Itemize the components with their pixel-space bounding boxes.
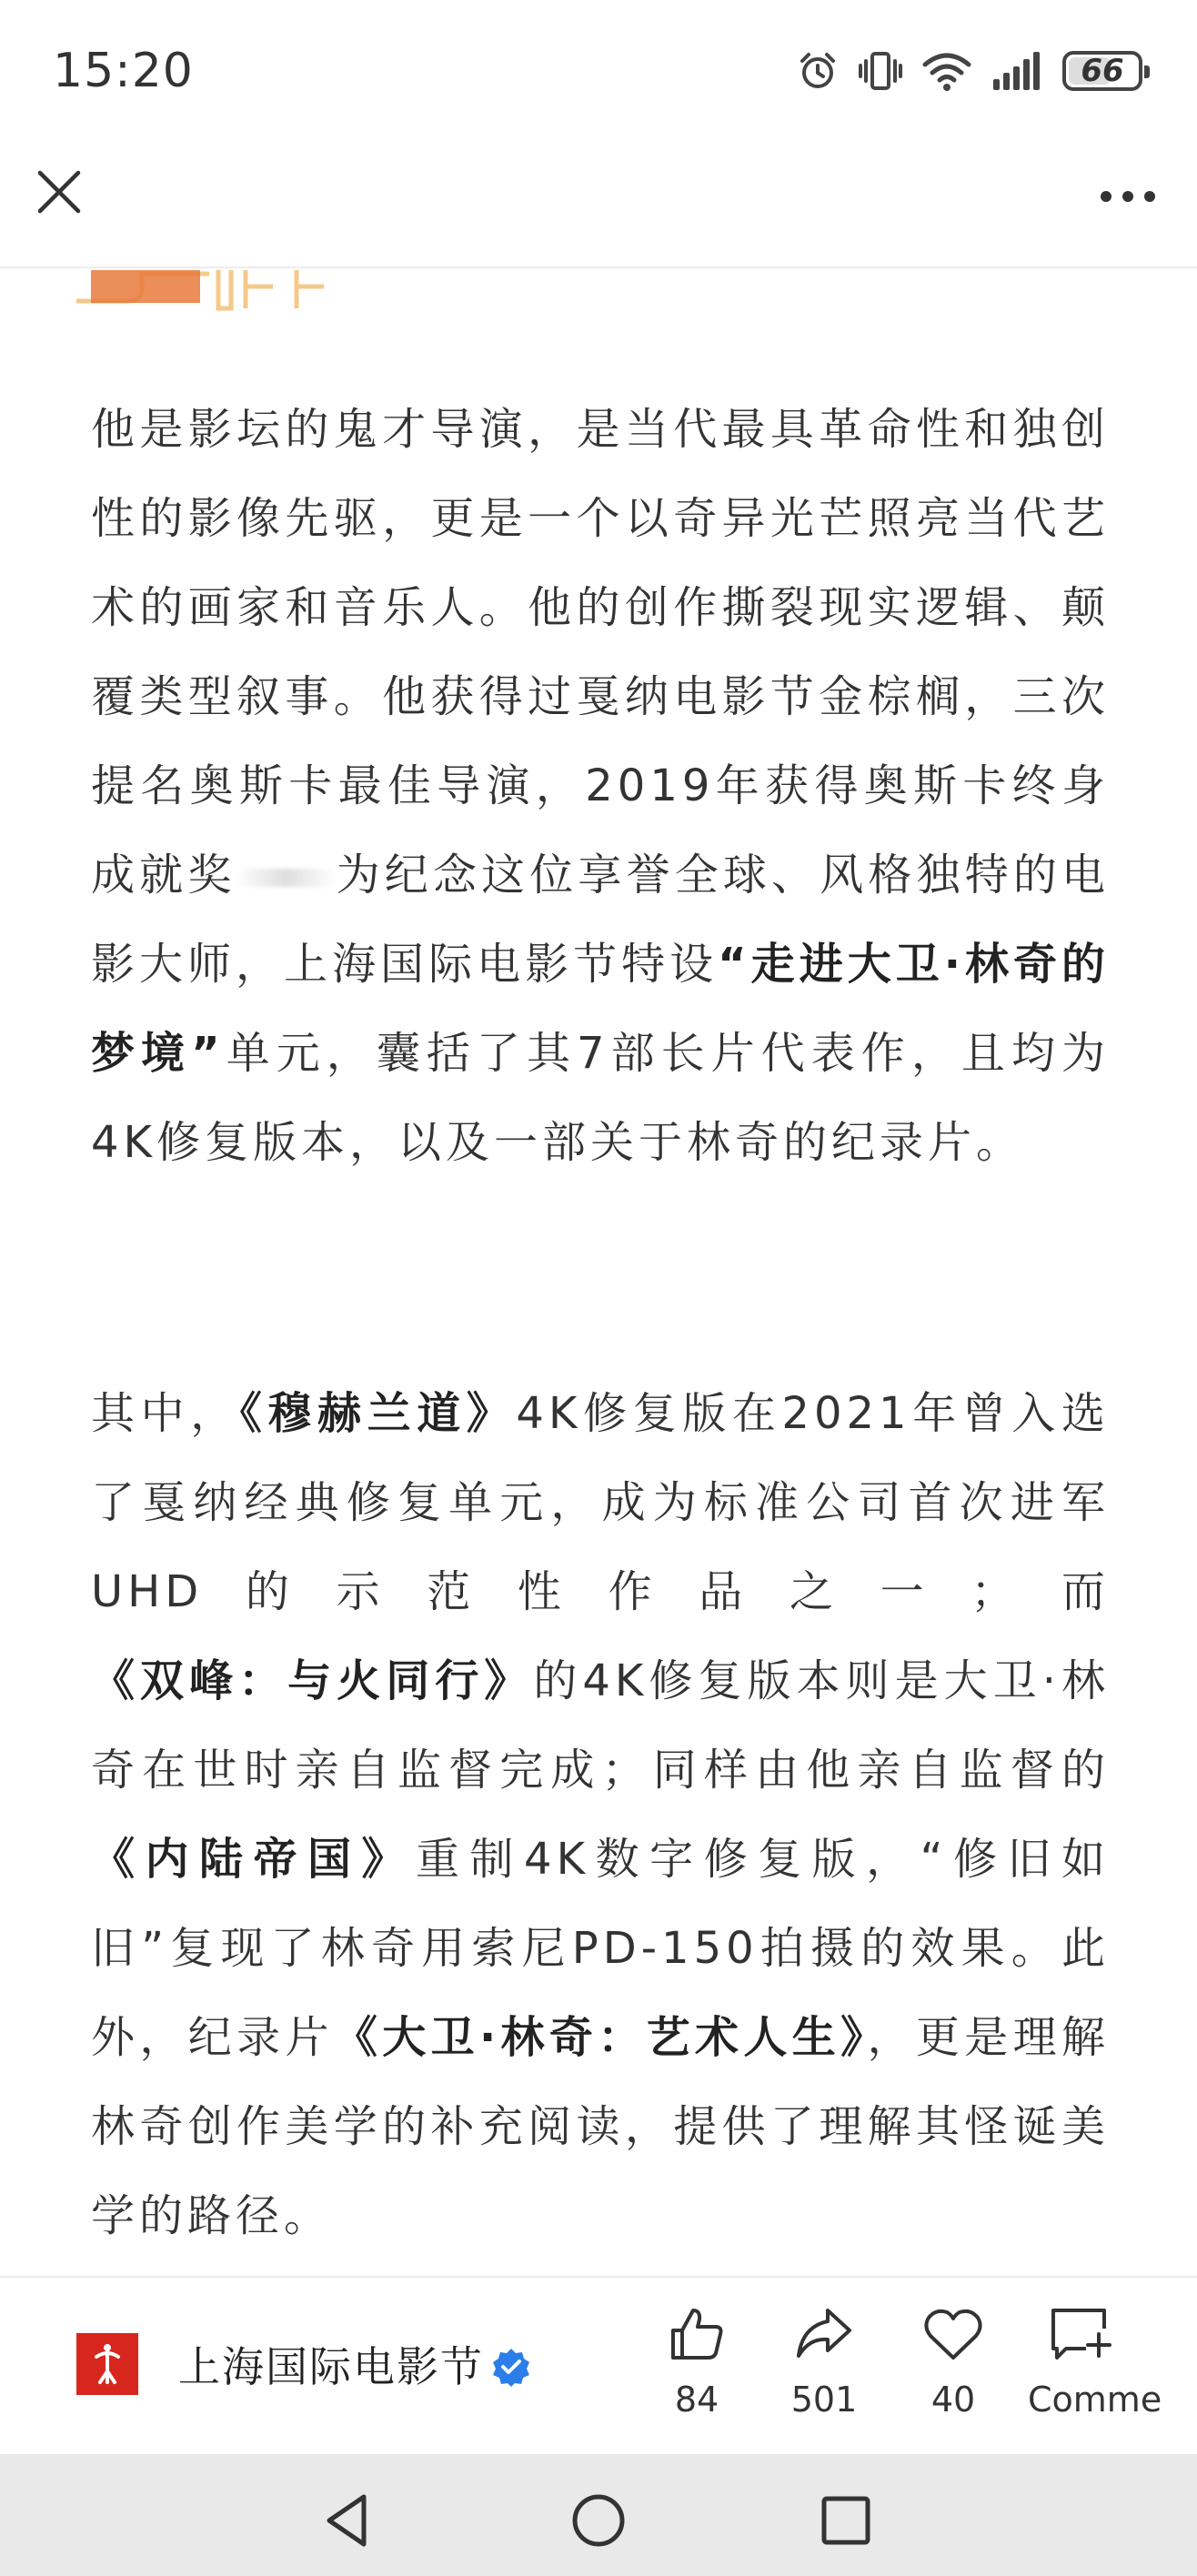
more-icon <box>1099 189 1157 204</box>
verified-icon <box>491 2347 531 2387</box>
close-button[interactable] <box>31 164 87 220</box>
para1-text-2: 为纪念这位享誉全球、风格独特的电影大师，上海国际电影节特设 <box>91 850 1110 990</box>
vibrate-icon <box>859 50 902 92</box>
para1-text-3: 单元，囊括了其7部长片代表作，且均为4K修复版本，以及一部关于林奇的纪录片。 <box>91 1028 1110 1168</box>
para2-bold-2: 《双峰：与火同行》 <box>91 1655 534 1706</box>
alarm-icon <box>797 50 839 92</box>
para1-text-1: 他是影坛的鬼才导演，是当代最具革命性和独创性的影像先驱，更是一个以奇异光芒照亮当代艺术的画家和音乐人。他的创作撕裂现实逻辑、颠覆类型叙事。他获得过戛纳电影节金棕榈，三次提名奥斯卡最佳导演，2019年获得奥斯卡终身成就奖 <box>91 404 1110 901</box>
account-name[interactable]: 上海国际电影节 <box>178 2342 484 2391</box>
share-button[interactable] <box>760 2299 888 2436</box>
heart-icon <box>923 2307 983 2361</box>
article-paragraph-1 <box>91 385 1110 1187</box>
article-content <box>0 270 1197 2276</box>
para2-text-4: 重制4K数字修复版，“修旧如旧”复现了林奇用索尼PD-150拍摄的效果。此外，纪录片 <box>91 1834 1110 2063</box>
para1-bold-1: “走进大卫·林奇的梦境” <box>91 939 1110 1079</box>
para2-bold-3: 《内陆帝国》 <box>91 1834 417 1885</box>
nav-bar <box>0 136 1197 268</box>
signal-icon <box>991 50 1042 92</box>
status-icons <box>797 47 1142 95</box>
like-count: 84 <box>674 2380 719 2420</box>
para2-bold-1: 《穆赫兰道》 <box>239 1388 517 1439</box>
status-bar <box>0 0 1197 136</box>
close-icon <box>36 169 82 215</box>
battery-text: 66 <box>1081 53 1124 89</box>
wifi-icon <box>922 50 971 92</box>
para2-text-5: ，更是理解林奇创作美学的补充阅读，提供了理解其怪诞美学的路径。 <box>91 2012 1110 2241</box>
para2-text-1: 其中， <box>91 1388 240 1439</box>
like-button[interactable] <box>633 2299 760 2436</box>
home-icon[interactable] <box>568 2490 629 2551</box>
favorite-button[interactable] <box>890 2299 1017 2436</box>
share-icon <box>795 2305 853 2363</box>
more-button[interactable] <box>1091 169 1164 224</box>
siff-logo-fragment <box>73 270 364 316</box>
comment-add-icon <box>1050 2307 1112 2361</box>
redaction-mark <box>236 869 336 887</box>
back-icon[interactable] <box>318 2490 380 2551</box>
para2-bold-4: 《大卫·林奇：艺术人生》 <box>333 2012 868 2063</box>
thumbs-up-icon <box>668 2305 726 2363</box>
recent-apps-icon[interactable] <box>815 2490 877 2551</box>
siff-logo-icon <box>80 2337 135 2391</box>
para2-text-2: 4K修复版在2021年曾入选了戛纳经典修复单元，成为标准公司首次进军UHD的示范性作品之一；而 <box>91 1388 1110 1617</box>
article-paragraph-2 <box>91 1369 1110 2260</box>
para2-text-3: 的4K修复版本则是大卫·林奇在世时亲自监督完成；同样由他亲自监督的 <box>91 1655 1110 1796</box>
comment-label: Comme <box>1028 2380 1162 2420</box>
account-avatar[interactable] <box>76 2333 138 2395</box>
status-time: 15:20 <box>53 44 194 98</box>
comment-button[interactable] <box>1017 2299 1197 2436</box>
favorite-count: 40 <box>930 2380 976 2420</box>
share-count: 501 <box>790 2380 858 2420</box>
battery-icon <box>1062 51 1142 91</box>
